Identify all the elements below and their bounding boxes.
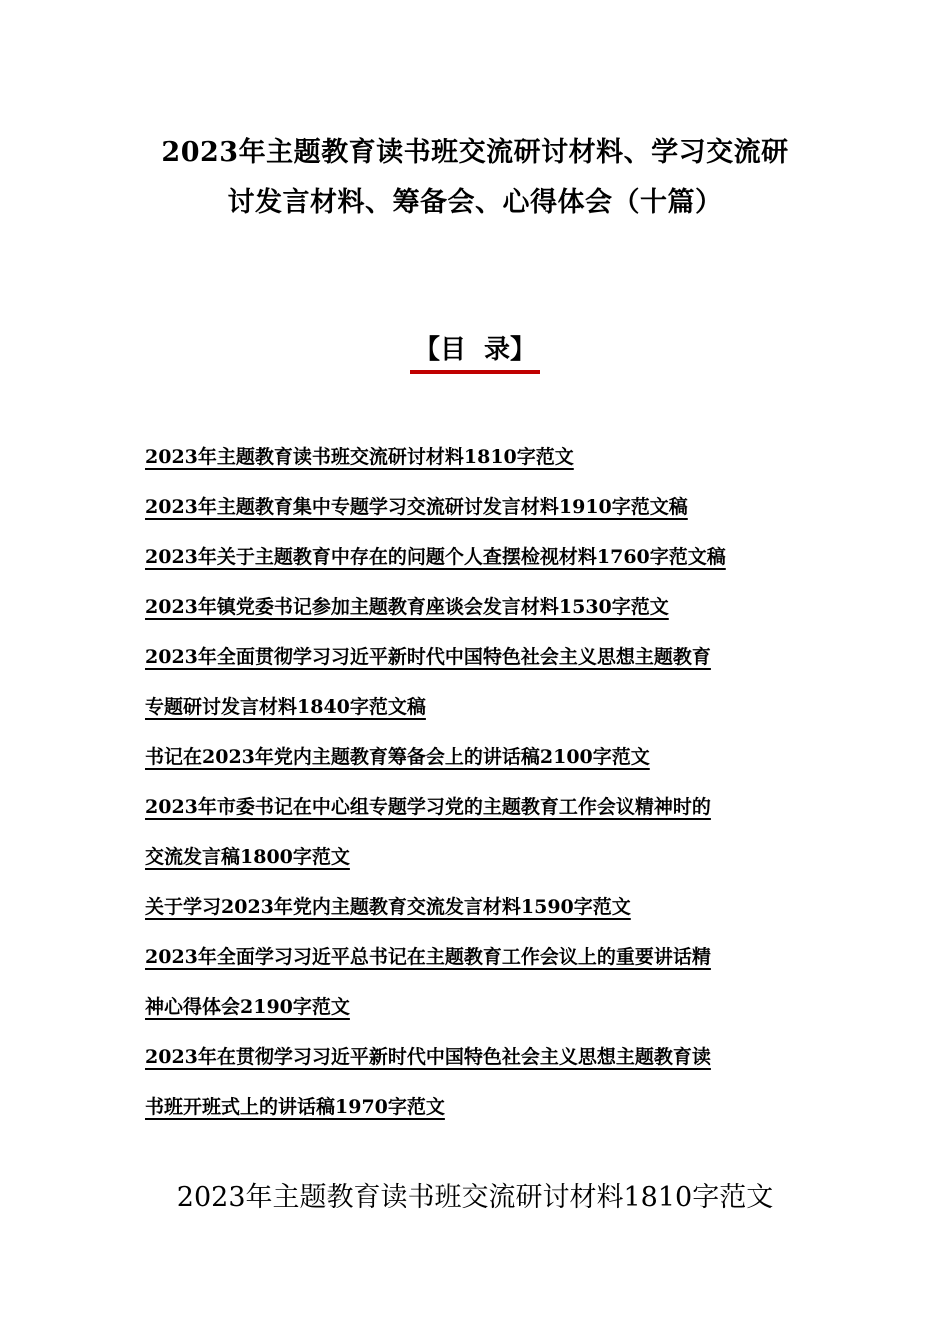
toc-item[interactable] [145,1082,815,1132]
toc-item-label: 2023年市委书记在中心组专题学习党的主题教育工作会议精神时的 [145,796,711,818]
toc-item[interactable] [145,782,815,832]
toc-item-label: 2023年全面贯彻学习习近平新时代中国特色社会主义思想主题教育 [145,646,711,668]
toc-item[interactable] [145,882,815,932]
toc-item[interactable] [145,632,815,682]
toc-item-label: 2023年主题教育读书班交流研讨材料1810字范文 [145,446,574,468]
toc-heading: 【目 录】 [410,332,540,374]
document-title-line-1: 2023年主题教育读书班交流研讨材料、学习交流研 [161,137,789,168]
toc-item-label: 交流发言稿1800字范文 [145,846,350,868]
toc-item-label: 书班开班式上的讲话稿1970字范文 [145,1096,445,1118]
toc-item[interactable] [145,532,815,582]
document-title-line-2: 讨发言材料、筹备会、心得体会（十篇） [227,187,723,218]
toc-item[interactable] [145,932,815,982]
toc-item[interactable] [145,1032,815,1082]
toc-item-label: 2023年在贯彻学习习近平新时代中国特色社会主义思想主题教育读 [145,1046,711,1068]
toc-item-label: 2023年主题教育集中专题学习交流研讨发言材料1910字范文稿 [145,496,688,518]
toc-item-label: 神心得体会2190字范文 [145,996,350,1018]
toc-list [145,432,815,1132]
toc-heading-container [0,332,950,374]
toc-item[interactable] [145,482,815,532]
toc-item[interactable] [145,682,815,732]
toc-item[interactable] [145,832,815,882]
toc-item-label: 2023年关于主题教育中存在的问题个人查摆检视材料1760字范文稿 [145,546,726,568]
section-heading: 2023年主题教育读书班交流研讨材料1810字范文 [176,1182,774,1213]
toc-item-label: 2023年镇党委书记参加主题教育座谈会发言材料1530字范文 [145,596,669,618]
toc-item-label: 书记在2023年党内主题教育筹备会上的讲话稿2100字范文 [145,746,650,768]
toc-item-label: 专题研讨发言材料1840字范文稿 [145,696,426,718]
toc-item[interactable] [145,732,815,782]
document-title [120,128,830,228]
toc-item-label: 2023年全面学习习近平总书记在主题教育工作会议上的重要讲话精 [145,946,711,968]
toc-item[interactable] [145,582,815,632]
toc-item[interactable] [145,982,815,1032]
toc-item[interactable] [145,432,815,482]
toc-item-label: 关于学习2023年党内主题教育交流发言材料1590字范文 [145,896,631,918]
